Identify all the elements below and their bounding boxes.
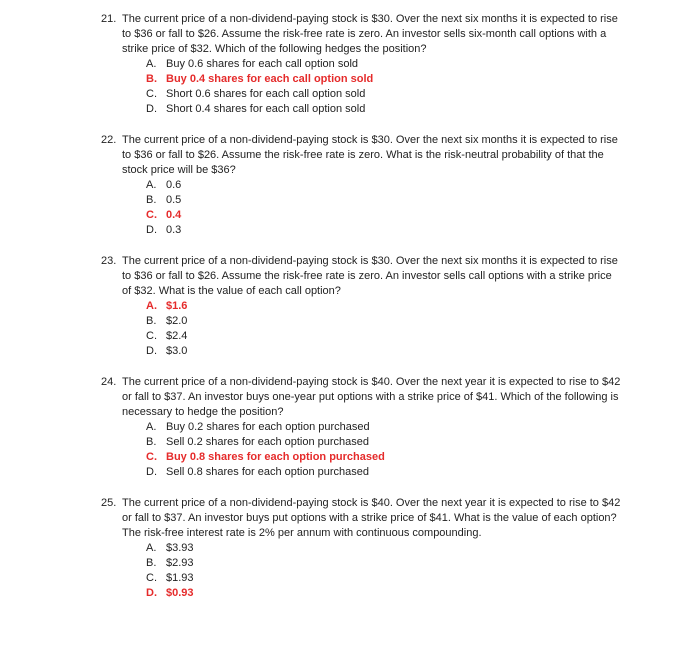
option-letter: B. — [146, 557, 157, 569]
option-letter: B. — [146, 73, 157, 85]
question-23 — [101, 254, 621, 359]
options-list — [101, 541, 621, 601]
option-d — [101, 344, 621, 359]
option-text: Buy 0.2 shares for each option purchased — [166, 421, 370, 433]
question-number: 21. — [101, 13, 117, 25]
question-header — [101, 133, 621, 178]
option-letter: A. — [146, 421, 157, 433]
option-a — [101, 420, 621, 435]
option-letter: C. — [146, 209, 157, 221]
option-d-correct — [101, 586, 621, 601]
option-a — [101, 541, 621, 556]
option-text: 0.4 — [166, 209, 182, 221]
question-header — [101, 496, 621, 541]
question-header — [101, 254, 621, 299]
question-number: 24. — [101, 376, 117, 388]
option-text: $0.93 — [166, 587, 194, 599]
options-list — [101, 299, 621, 359]
option-letter: D. — [146, 587, 157, 599]
question-text: The current price of a non-dividend-paying stock is $40. Over the next year it is expected to rise to $42 or fall to $37. An investor buys one-year put options with a strike price of $41. Which of the following is necessary to hedge the position? — [122, 376, 621, 418]
option-text: $3.93 — [166, 542, 194, 554]
option-text: $1.93 — [166, 572, 194, 584]
question-25 — [101, 496, 621, 601]
question-text: The current price of a non-dividend-paying stock is $30. Over the next six months it is expected to rise to $36 or fall to $26. Assume the risk-free rate is zero. An investor sells six-month call options with a strike price of $32. Which of the following hedges the position? — [122, 13, 618, 55]
option-letter: B. — [146, 194, 157, 206]
option-text: Buy 0.8 shares for each option purchased — [166, 451, 385, 463]
option-letter: D. — [146, 345, 157, 357]
option-letter: D. — [146, 224, 157, 236]
question-22 — [101, 133, 621, 238]
option-b — [101, 435, 621, 450]
option-text: Buy 0.6 shares for each call option sold — [166, 58, 359, 70]
option-d — [101, 102, 621, 117]
option-b — [101, 556, 621, 571]
option-letter: C. — [146, 330, 157, 342]
option-c-correct — [101, 450, 621, 465]
question-text: The current price of a non-dividend-paying stock is $40. Over the next year it is expected to rise to $42 or fall to $37. An investor buys put options with a strike price of $41. What is the value of each option? The risk-free interest rate is 2% per annum with continuous compounding. — [122, 497, 621, 539]
option-text: Short 0.4 shares for each call option sold — [166, 103, 366, 115]
question-number: 25. — [101, 497, 117, 509]
option-text: $2.93 — [166, 557, 194, 569]
option-text: 0.5 — [166, 194, 182, 206]
question-text: The current price of a non-dividend-paying stock is $30. Over the next six months it is expected to rise to $36 or fall to $26. Assume the risk-free rate is zero. What is the risk-neutral probability of that the stock price will be $36? — [122, 134, 618, 176]
option-letter: B. — [146, 315, 157, 327]
option-text: $2.0 — [166, 315, 188, 327]
option-c — [101, 571, 621, 586]
option-text: 0.3 — [166, 224, 182, 236]
option-b-correct — [101, 72, 621, 87]
options-list — [101, 57, 621, 117]
option-d — [101, 223, 621, 238]
option-letter: D. — [146, 103, 157, 115]
option-text: Sell 0.2 shares for each option purchased — [166, 436, 370, 448]
option-letter: C. — [146, 451, 157, 463]
option-a — [101, 57, 621, 72]
option-letter: C. — [146, 88, 157, 100]
option-c-correct — [101, 208, 621, 223]
option-text: Buy 0.4 shares for each call option sold — [166, 73, 374, 85]
option-letter: A. — [146, 58, 157, 70]
option-letter: A. — [146, 542, 157, 554]
option-b — [101, 193, 621, 208]
question-24 — [101, 375, 621, 480]
option-c — [101, 87, 621, 102]
question-header — [101, 375, 621, 420]
question-21 — [101, 12, 621, 117]
options-list — [101, 178, 621, 238]
option-letter: A. — [146, 179, 157, 191]
option-letter: A. — [146, 300, 157, 312]
option-text: $3.0 — [166, 345, 188, 357]
question-text: The current price of a non-dividend-paying stock is $30. Over the next six months it is expected to rise to $36 or fall to $26. Assume the risk-free rate is zero. An investor sells call options with a strike price of $32. What is the value of each call option? — [122, 255, 618, 297]
question-number: 23. — [101, 255, 117, 267]
option-text: Sell 0.8 shares for each option purchased — [166, 466, 370, 478]
option-text: $1.6 — [166, 300, 188, 312]
option-text: 0.6 — [166, 179, 182, 191]
option-text: Short 0.6 shares for each call option sold — [166, 88, 366, 100]
question-header — [101, 12, 621, 57]
option-c — [101, 329, 621, 344]
option-a — [101, 178, 621, 193]
option-letter: D. — [146, 466, 157, 478]
option-a-correct — [101, 299, 621, 314]
option-letter: C. — [146, 572, 157, 584]
option-d — [101, 465, 621, 480]
option-text: $2.4 — [166, 330, 188, 342]
option-b — [101, 314, 621, 329]
options-list — [101, 420, 621, 480]
option-letter: B. — [146, 436, 157, 448]
question-number: 22. — [101, 134, 117, 146]
